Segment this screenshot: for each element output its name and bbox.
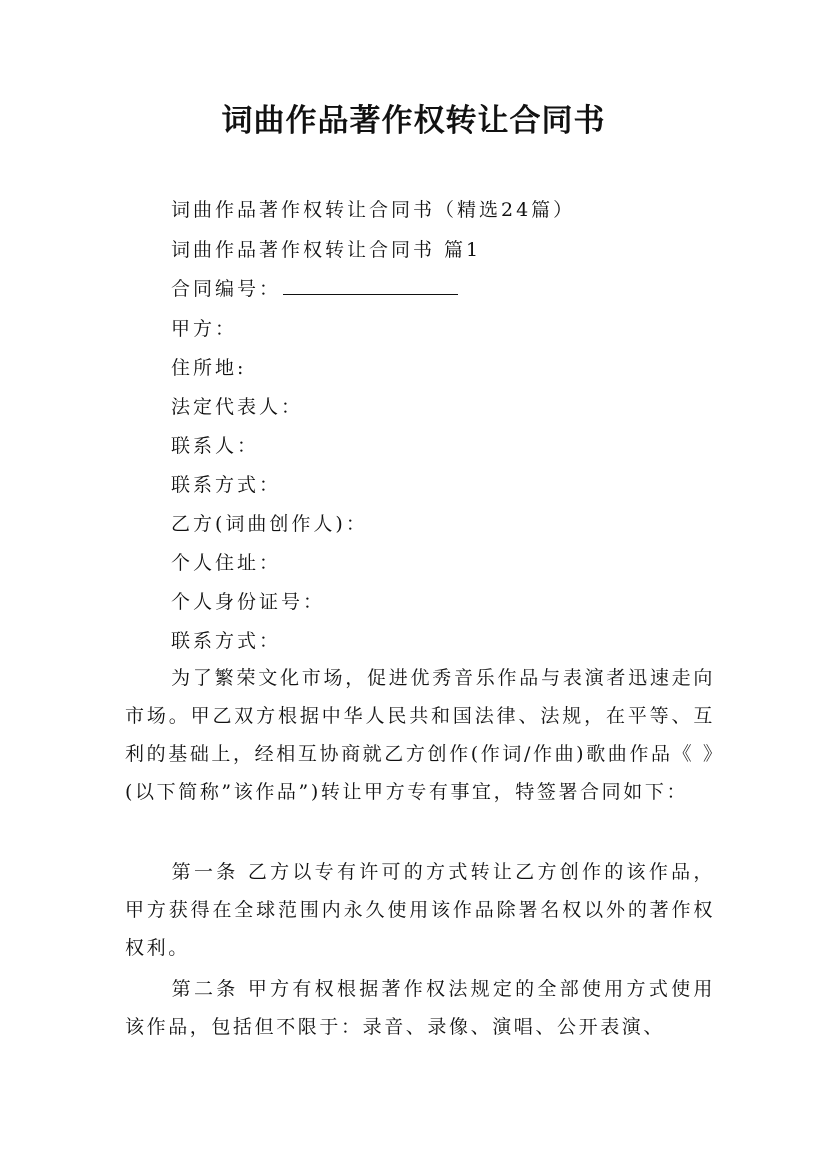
party-b-label: 乙方(词曲创作人)： xyxy=(171,513,368,535)
article-2-text: 第二条 甲方有权根据著作权法规定的全部使用方式使用该作品，包括但不限于：录音、录像、演唱、公开表演、 xyxy=(125,978,715,1038)
contact-person-label: 联系人： xyxy=(171,435,260,457)
intro-paragraph-text: 为了繁荣文化市场，促进优秀音乐作品与表演者迅速走向市场。甲乙双方根据中华人民共和国法律、法规，在平等、互利的基础上，经相互协商就乙方创作(作词/作曲)歌曲作品《 》(以下简称”该作品”)转让甲方专有事宜，特签署合同如下： xyxy=(125,667,715,803)
party-b-contact-label: 联系方式： xyxy=(171,630,282,652)
legal-representative-label: 法定代表人： xyxy=(171,396,304,418)
contact-method-label: 联系方式： xyxy=(171,474,282,496)
document-title: 词曲作品著作权转让合同书 xyxy=(221,103,606,139)
party-a-label: 甲方： xyxy=(171,318,238,340)
article-1-text: 第一条 乙方以专有许可的方式转让乙方创作的该作品，甲方获得在全球范围内永久使用该作品除署名权以外的著作权权利。 xyxy=(125,861,715,959)
address-label: 住所地: xyxy=(171,357,247,379)
contract-number-blank xyxy=(283,276,458,295)
section-heading: 词曲作品著作权转让合同书 篇1 xyxy=(171,239,482,261)
personal-address-label: 个人住址： xyxy=(171,552,282,574)
contract-number-label: 合同编号： xyxy=(171,278,282,300)
contract-number-line xyxy=(171,276,458,302)
intro-paragraph xyxy=(125,659,715,811)
document-subtitle: 词曲作品著作权转让合同书（精选24篇） xyxy=(171,199,576,221)
article-2-paragraph xyxy=(125,970,715,1046)
id-number-label: 个人身份证号： xyxy=(171,591,326,613)
article-1-paragraph xyxy=(125,853,715,967)
